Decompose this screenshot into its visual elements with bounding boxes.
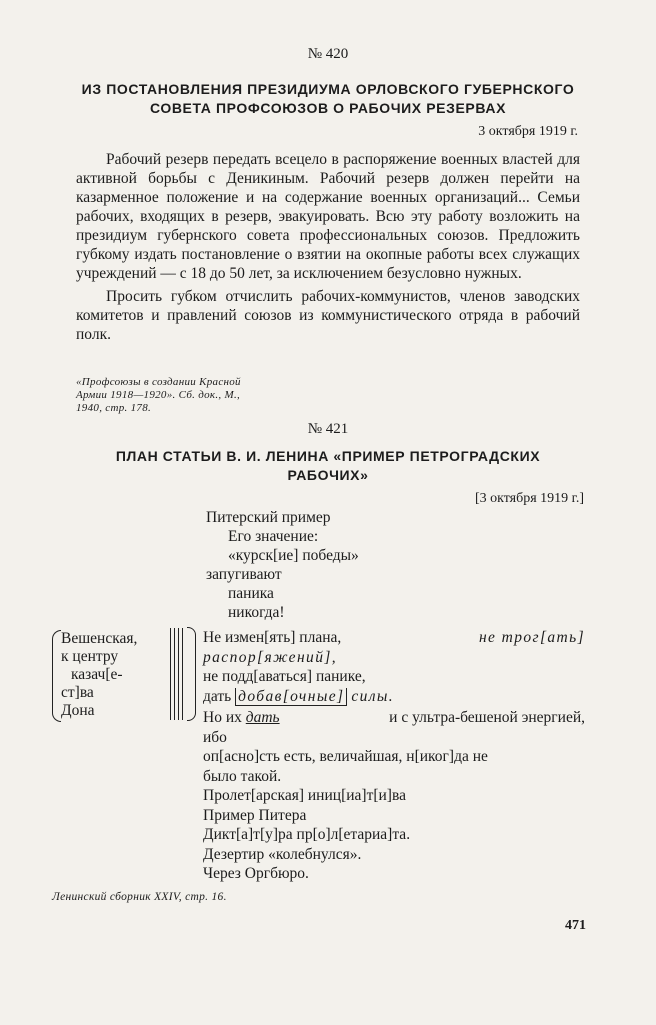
bracket-left	[52, 630, 61, 722]
doc-number: № 420	[307, 46, 349, 62]
doc-title-line2: РАБОЧИХ»	[287, 467, 369, 483]
source-citation: Ленинский сборник XXIV, стр. 16.	[52, 891, 227, 903]
plan-list: Питерский пример Его значение: «курск[ие] победы» запугивают паника никогда!	[206, 509, 359, 621]
margin-line	[174, 628, 175, 720]
bracket-right	[187, 627, 196, 721]
doc-title-line1: ИЗ ПОСТАНОВЛЕНИЯ ПРЕЗИДИУМА ОРЛОВСКОГО ГУБЕРНСКОГО	[81, 81, 575, 97]
plan-main-text: Не измен[ять] плана, не трог[ать] распор[яжений], не подд[аваться] панике, дать добав[очные] силы. Но их дать и с ультра-бешеной энергией, ибо оп[асно]сть есть, величайшая, н[иког]да не было такой. Пролет[арская] иниц[иа]т[и]ва Пример Питера Дикт[а]т[у]ра пр[о]л[етариа]та. Дезертир «колебнулся». Через Оргбюро.	[203, 629, 585, 882]
doc-number: № 421	[307, 421, 349, 437]
paragraph: Рабочий резерв передать всецело в распоряжение военных властей для активной борьбы с Деникиным. Рабочий резерв должен перейти на казарменное положение и на содержание военных организаций... Семьи рабочих, входящих в резерв, эвакуировать. Всю эту работу возложить на президиум губернского совета профессиональных союзов. Предложить губкому издать постановление о взятии на окопные работы всех служащих учреждений — с 18 до 50 лет, за исключением безусловно нужных.	[76, 151, 580, 282]
doc-date: 3 октября 1919 г.	[478, 124, 578, 139]
paragraph: Просить губком отчислить рабочих-коммунистов, членов заводских комитетов и правлений союзов из коммунистического отряда в рабочий полк.	[76, 288, 580, 343]
doc-title-line2: СОВЕТА ПРОФСОЮЗОВ О РАБОЧИХ РЕЗЕРВАХ	[149, 100, 507, 116]
left-note: Вешенская, к центру казач[е- ст]ва Дона	[61, 630, 138, 719]
doc-body	[76, 150, 580, 344]
margin-line	[178, 628, 179, 720]
margin-line	[170, 628, 171, 720]
doc-date: [3 октября 1919 г.]	[474, 491, 584, 506]
doc-title-line1: ПЛАН СТАТЬИ В. И. ЛЕНИНА «ПРИМЕР ПЕТРОГРАДСКИХ	[115, 448, 541, 464]
source-citation: «Профсоюзы в создании Красной Армии 1918—1920». Сб. док., М., 1940, стр. 178.	[76, 376, 241, 414]
page-number: 471	[565, 918, 586, 933]
margin-line	[182, 628, 183, 720]
